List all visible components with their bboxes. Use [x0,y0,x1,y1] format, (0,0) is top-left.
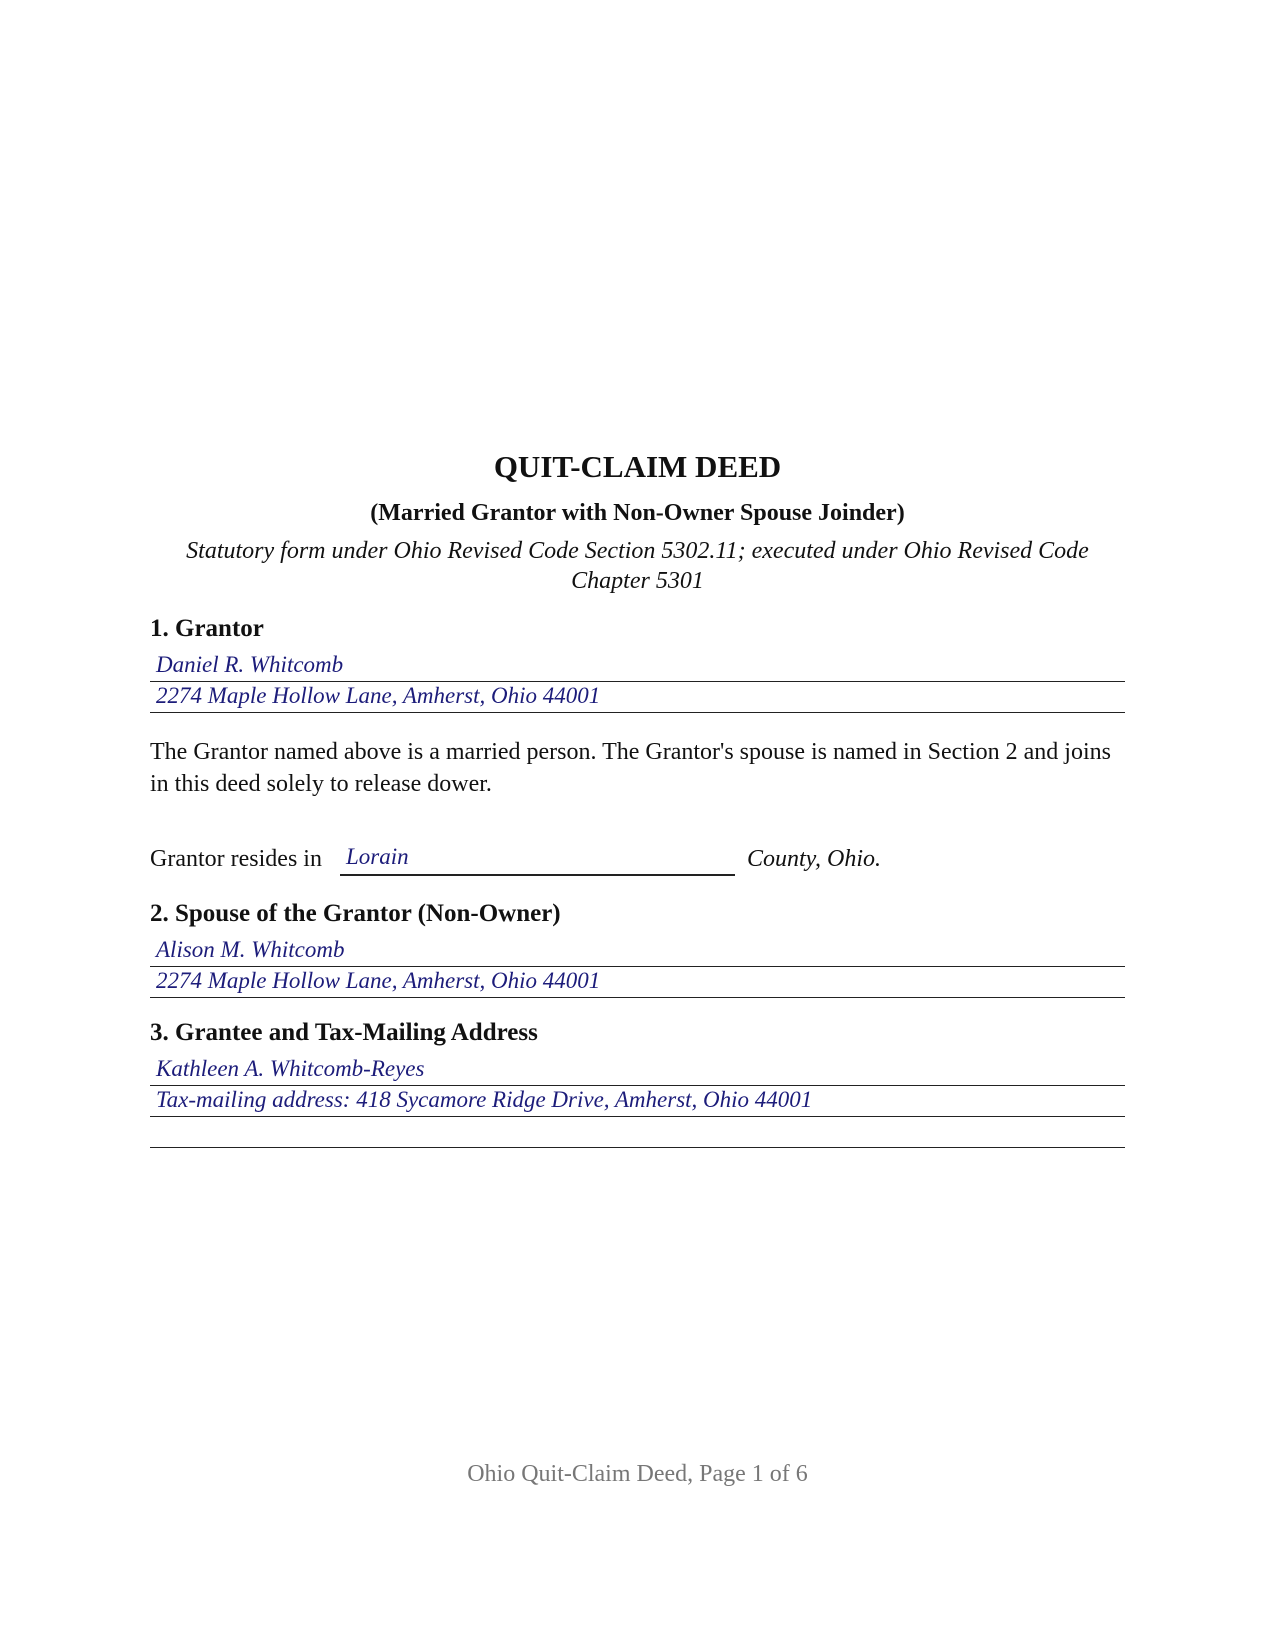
deed-page [150,0,1125,1650]
spouse-name-field[interactable] [150,936,1125,967]
statute-reference: Statutory form under Ohio Revised Code Section 5302.11; executed under Ohio Revised Code Chapter 5301 [186,538,1089,594]
grantee-name-field[interactable] [150,1055,1125,1086]
grantee-tax-address-value: Tax-mailing address: 418 Sycamore Ridge Drive, Amherst, Ohio 44001 [156,1087,813,1112]
document-subtitle: (Married Grantor with Non-Owner Spouse Joinder) [370,500,905,526]
county-suffix: County, Ohio. [747,846,882,872]
spouse-address-value: 2274 Maple Hollow Lane, Amherst, Ohio 44001 [156,968,601,993]
grantor-heading: 1. Grantor [150,615,264,642]
spouse-name-value: Alison M. Whitcomb [156,937,345,962]
grantee-extra-line-field[interactable] [150,1117,1125,1148]
document-title: QUIT-CLAIM DEED [493,449,782,484]
grantor-residence-row [150,842,1125,878]
spouse-heading: 2. Spouse of the Grantor (Non-Owner) [150,900,561,927]
grantee-name-value: Kathleen A. Whitcomb-Reyes [156,1056,425,1081]
county-value: Lorain [346,844,409,869]
spouse-address-field[interactable] [150,967,1125,998]
grantor-address-value: 2274 Maple Hollow Lane, Amherst, Ohio 44001 [156,683,601,708]
grantor-name-field[interactable] [150,651,1125,682]
grantor-address-field[interactable] [150,682,1125,713]
grantee-tax-address-field[interactable] [150,1086,1125,1117]
grantee-heading: 3. Grantee and Tax-Mailing Address [150,1019,538,1046]
county-field[interactable] [340,842,735,876]
grantor-name-value: Daniel R. Whitcomb [156,652,344,677]
page-footer: Ohio Quit-Claim Deed, Page 1 of 6 [467,1461,808,1487]
marital-statement: The Grantor named above is a married person. The Grantor's spouse is named in Section 2 and joins in this deed solely to release dower. [150,739,1111,797]
residence-label: Grantor resides in [150,846,322,872]
